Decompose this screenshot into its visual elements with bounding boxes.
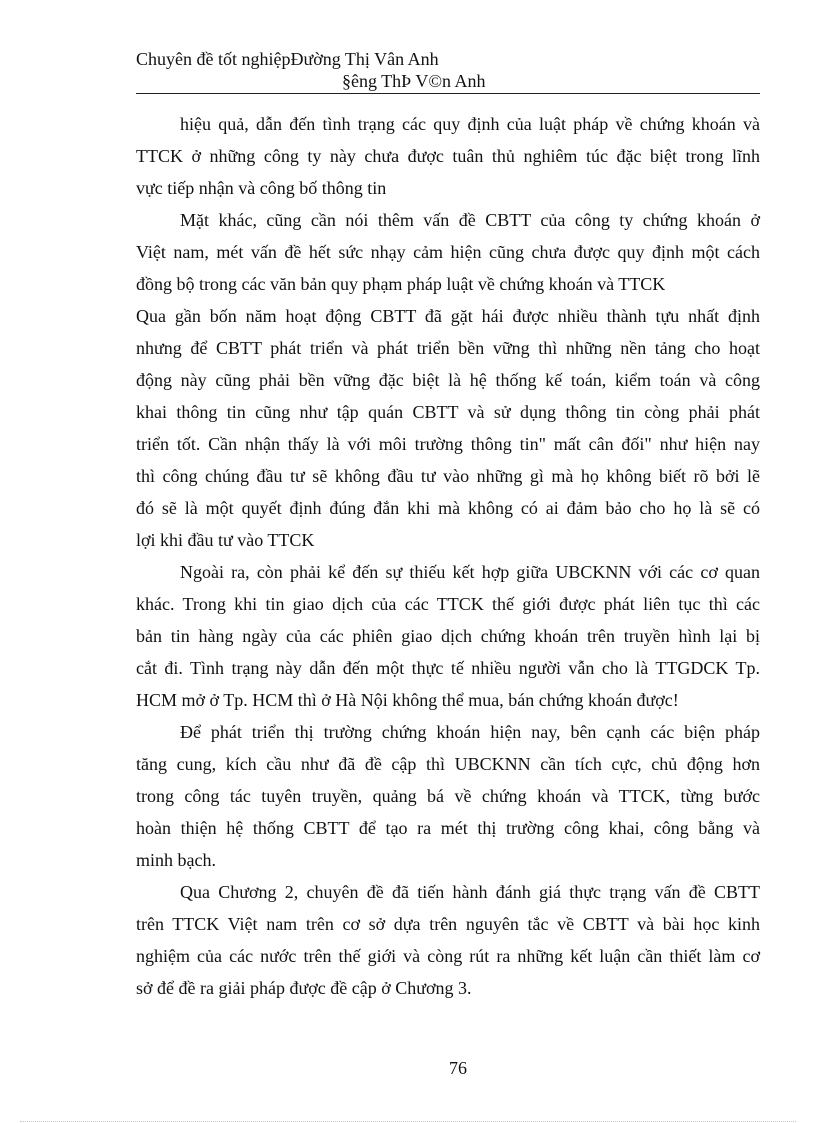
text-line: HCM mở ở Tp. HCM thì ở Hà Nội không thể mua, bán chứng khoán được! bbox=[136, 690, 679, 710]
document-body bbox=[136, 108, 760, 1004]
text-line: động này cũng phải bền vững đặc biệt là hệ thống kế toán, kiểm toán và công bbox=[136, 370, 760, 390]
text-line: hoàn thiện hệ thống CBTT để tạo ra mét thị trường công khai, công bằng và bbox=[136, 818, 760, 838]
text-line: TTCK ở những công ty này chưa được tuân thủ nghiêm túc đặc biệt trong lĩnh bbox=[136, 146, 760, 166]
header-divider bbox=[136, 93, 760, 94]
text-line: nghiệm của các nước trên thế giới và còng rút ra những kết luận cần thiết làm cơ bbox=[136, 946, 760, 966]
text-line: cắt đi. Tình trạng này dẫn đến một thực tế nhiều người vẫn cho là TTGDCK Tp. bbox=[136, 658, 760, 678]
header-author-garbled: §êng ThÞ V©n Anh bbox=[342, 71, 486, 91]
text-line: Ngoài ra, còn phải kể đến sự thiếu kết hợp giữa UBCKNN với các cơ quan bbox=[180, 562, 760, 582]
text-line: đồng bộ trong các văn bản quy phạm pháp luật về chứng khoán và TTCK bbox=[136, 274, 666, 294]
text-line: Mặt khác, cũng cần nói thêm vấn đề CBTT của công ty chứng khoán ở bbox=[180, 210, 760, 230]
text-line: tăng cung, kích cầu như đã đề cập thì UBCKNN cần tích cực, chủ động hơn bbox=[136, 754, 760, 774]
footer-divider bbox=[20, 1121, 796, 1122]
text-line: triển tốt. Cần nhận thấy là với môi trường thông tin" mất cân đối" như hiện nay bbox=[136, 434, 760, 454]
text-line: Để phát triển thị trường chứng khoán hiện nay, bên cạnh các biện pháp bbox=[180, 722, 760, 742]
text-line: minh bạch. bbox=[136, 850, 216, 870]
text-line: khai thông tin cũng như tập quán CBTT và sử dụng thông tin còng phải phát bbox=[136, 402, 760, 422]
text-line: đó sẽ là một quyết định đúng đắn khi mà không có ai đảm bảo cho họ là sẽ có bbox=[136, 498, 760, 518]
text-line: trên TTCK Việt nam trên cơ sở dựa trên nguyên tắc về CBTT và bài học kinh bbox=[136, 914, 760, 934]
page-number: 76 bbox=[449, 1058, 467, 1078]
text-line: hiệu quả, dẫn đến tình trạng các quy định của luật pháp về chứng khoán và bbox=[180, 114, 760, 134]
text-line: thì công chúng đầu tư sẽ không đầu tư vào những gì mà họ không biết rõ bởi lẽ bbox=[136, 466, 760, 486]
header-title: Chuyên đề tốt nghiệpĐường Thị Vân Anh bbox=[136, 49, 439, 69]
page-header bbox=[136, 48, 760, 92]
text-line: nhưng để CBTT phát triển và phát triển bền vững thì những nền tảng cho hoạt bbox=[136, 338, 760, 358]
text-line: sở để đề ra giải pháp được đề cập ở Chương 3. bbox=[136, 978, 472, 998]
text-line: trong công tác tuyên truyền, quảng bá về chứng khoán và TTCK, từng bước bbox=[136, 786, 760, 806]
text-line: Qua gần bốn năm hoạt động CBTT đã gặt hái được nhiều thành tựu nhất định bbox=[136, 306, 760, 326]
text-line: lợi khi đầu tư vào TTCK bbox=[136, 530, 315, 550]
text-line: vực tiếp nhận và công bố thông tin bbox=[136, 178, 387, 198]
text-line: khác. Trong khi tin giao dịch của các TTCK thế giới được phát liên tục thì các bbox=[136, 594, 760, 614]
text-line: Việt nam, mét vấn đề hết sức nhạy cảm hiện cũng chưa được quy định một cách bbox=[136, 242, 760, 262]
text-line: Qua Chương 2, chuyên đề đã tiến hành đánh giá thực trạng vấn đề CBTT bbox=[180, 882, 760, 902]
text-line: bản tin hàng ngày của các phiên giao dịch chứng khoán trên truyền hình lại bị bbox=[136, 626, 760, 646]
